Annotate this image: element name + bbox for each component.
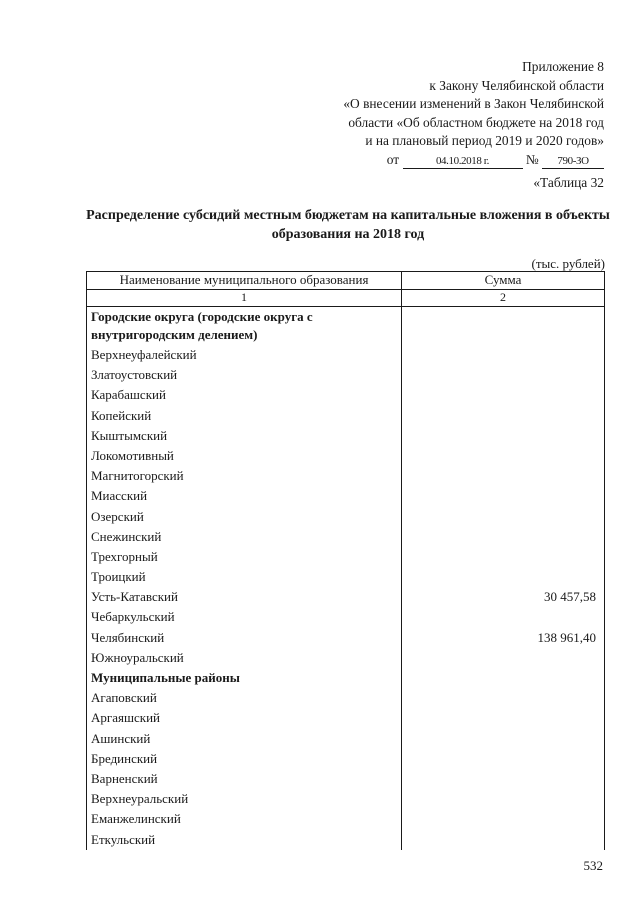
- table-row: [86, 749, 605, 769]
- table-row: [86, 789, 605, 809]
- municipality-name: Аргаяшский: [86, 708, 402, 728]
- municipality-name: Брединский: [86, 749, 402, 769]
- subsidy-amount: [402, 365, 605, 385]
- subsidy-amount: [402, 607, 605, 627]
- header-line: Приложение 8: [522, 59, 604, 74]
- subsidy-amount: [402, 466, 605, 486]
- table-row: [86, 466, 605, 486]
- subsidy-amount: [402, 426, 605, 446]
- law-date-line: [284, 151, 604, 170]
- subsidy-table: [86, 271, 605, 850]
- municipality-name: Трехгорный: [86, 547, 402, 567]
- subsidy-amount: 138 961,40: [402, 628, 605, 648]
- table-row: [86, 547, 605, 567]
- header-line: области «Об областном бюджете на 2018 год: [348, 114, 604, 130]
- municipality-name: Варненский: [86, 769, 402, 789]
- header-line: к Закону Челябинской области: [429, 77, 604, 93]
- subsidy-amount: [402, 527, 605, 547]
- subsidy-amount: [402, 769, 605, 789]
- subsidy-amount: [402, 567, 605, 587]
- table-row: [86, 769, 605, 789]
- section-amount-cell: [402, 307, 605, 345]
- law-date: 04.10.2018 г.: [403, 154, 523, 169]
- municipality-name: Челябинский: [86, 628, 402, 648]
- column-number-row: [86, 290, 605, 307]
- municipality-name: Кыштымский: [86, 426, 402, 446]
- municipality-name: Троицкий: [86, 567, 402, 587]
- table-row: [86, 446, 605, 466]
- subsidy-amount: [402, 446, 605, 466]
- subsidy-amount: [402, 789, 605, 809]
- municipality-name: Усть-Катавский: [86, 587, 402, 607]
- subsidy-amount: [402, 547, 605, 567]
- municipality-name: Магнитогорский: [86, 466, 402, 486]
- table-reference: «Таблица 32: [533, 175, 604, 190]
- municipality-name: Южноуральский: [86, 648, 402, 668]
- table-section-row: [86, 668, 605, 688]
- column-number: 1: [86, 290, 402, 306]
- subsidy-amount: [402, 486, 605, 506]
- units-label: (тыс. рублей): [531, 256, 605, 271]
- table-row: [86, 567, 605, 587]
- subsidy-amount: [402, 830, 605, 850]
- municipality-name: Копейский: [86, 406, 402, 426]
- table-row: [86, 648, 605, 668]
- table-row: [86, 729, 605, 749]
- column-header-name: Наименование муниципального образования: [86, 272, 402, 289]
- municipality-name: Ашинский: [86, 729, 402, 749]
- table-row: [86, 688, 605, 708]
- municipality-name: Верхнеуфалейский: [86, 345, 402, 365]
- table-row: [86, 809, 605, 829]
- table-row: [86, 507, 605, 527]
- subsidy-amount: [402, 809, 605, 829]
- table-row: [86, 527, 605, 547]
- table-row: [86, 365, 605, 385]
- column-number: 2: [402, 290, 605, 306]
- section-amount-cell: [402, 668, 605, 688]
- subsidy-amount: 30 457,58: [402, 587, 605, 607]
- table-row: [86, 607, 605, 627]
- appendix-header: [284, 58, 604, 170]
- number-prefix: №: [525, 151, 539, 167]
- table-row: [86, 587, 605, 607]
- municipality-name: Златоустовский: [86, 365, 402, 385]
- subsidy-amount: [402, 406, 605, 426]
- table-row: [86, 708, 605, 728]
- table-row: [86, 426, 605, 446]
- municipality-name: Миасский: [86, 486, 402, 506]
- subsidy-amount: [402, 749, 605, 769]
- document-title: Распределение субсидий местным бюджетам на капитальные вложения в объекты образования на 2018 год: [86, 208, 610, 242]
- municipality-name: Локомотивный: [86, 446, 402, 466]
- municipality-name: Еманжелинский: [86, 809, 402, 829]
- municipality-name: Верхнеуральский: [86, 789, 402, 809]
- law-number: 790-ЗО: [542, 154, 604, 169]
- section-heading: Городские округа (городские округа с внутригородским делением): [86, 307, 402, 345]
- municipality-name: Озерский: [86, 507, 402, 527]
- municipality-name: Еткульский: [86, 830, 402, 850]
- table-row: [86, 345, 605, 365]
- header-line: «О внесении изменений в Закон Челябинской: [343, 96, 604, 112]
- table-row: [86, 406, 605, 426]
- subsidy-amount: [402, 385, 605, 405]
- municipality-name: Агаповский: [86, 688, 402, 708]
- table-header-row: [86, 271, 605, 290]
- municipality-name: Карабашский: [86, 385, 402, 405]
- table-section-row: [86, 307, 605, 345]
- table-row: [86, 486, 605, 506]
- column-header-amount: Сумма: [402, 272, 605, 289]
- subsidy-amount: [402, 648, 605, 668]
- subsidy-amount: [402, 345, 605, 365]
- municipality-name: Снежинский: [86, 527, 402, 547]
- subsidy-amount: [402, 708, 605, 728]
- subsidy-amount: [402, 507, 605, 527]
- subsidy-amount: [402, 688, 605, 708]
- page-number: 532: [583, 858, 603, 873]
- subsidy-amount: [402, 729, 605, 749]
- municipality-name: Чебаркульский: [86, 607, 402, 627]
- header-line: и на плановый период 2019 и 2020 годов»: [365, 133, 604, 149]
- table-row: [86, 628, 605, 648]
- section-heading: Муниципальные районы: [86, 668, 402, 688]
- date-prefix: от: [386, 151, 400, 167]
- table-row: [86, 830, 605, 850]
- table-row: [86, 385, 605, 405]
